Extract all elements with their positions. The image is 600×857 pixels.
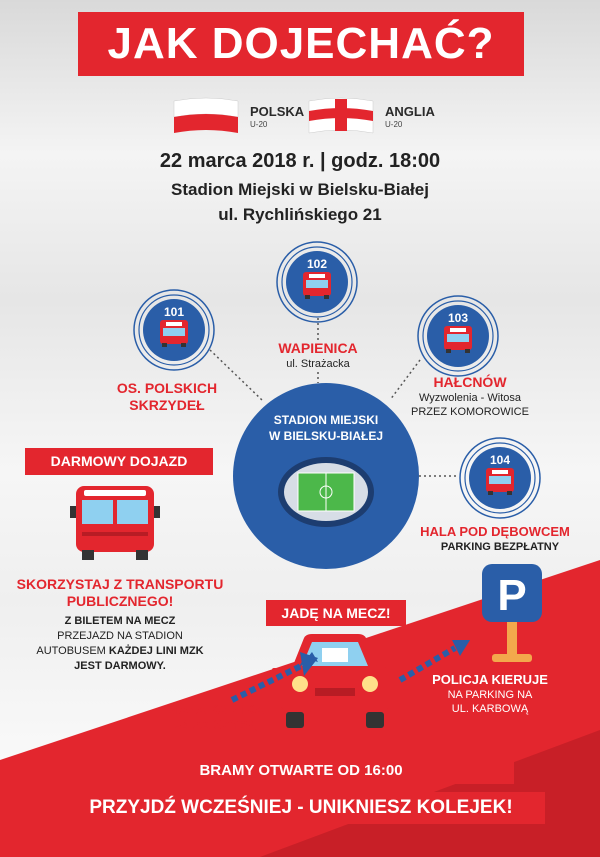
free-transport-info-line3b: KAŻDEJ LINI MZK bbox=[108, 645, 204, 657]
free-transport-info-line2: PRZEJAZD NA STADION bbox=[57, 630, 183, 642]
stop-hala-pod-debowcem: HALA POD DĘBOWCEM bbox=[420, 524, 570, 539]
team-name-anglia: ANGLIA bbox=[385, 104, 435, 119]
stop-wapienica-detail: ul. Strażacka bbox=[286, 358, 350, 370]
police-note-title: POLICJA KIERUJE bbox=[432, 672, 548, 687]
police-note-line1: NA PARKING NA bbox=[447, 689, 533, 701]
free-transport-info-line1: Z BILETEM NA MECZ bbox=[64, 615, 176, 627]
svg-text:104: 104 bbox=[489, 453, 511, 467]
free-transport-headline-line2: PUBLICZNEGO! bbox=[66, 593, 174, 609]
stop-halcnow: HAŁCNÓW bbox=[433, 374, 507, 390]
stop-halcnow-detail2: PRZEZ KOMOROWICE bbox=[411, 406, 529, 418]
free-transport-banner: DARMOWY DOJAZD bbox=[25, 448, 213, 475]
going-to-match-banner: JADĘ NA MECZ! bbox=[266, 600, 406, 626]
free-transport-info-line4: JEST DARMOWY. bbox=[74, 660, 166, 672]
event-date-time: 22 marca 2018 r. | godz. 18:00 bbox=[159, 150, 441, 172]
stadium-name-line2: W BIELSKU-BIAŁEJ bbox=[269, 429, 383, 443]
stop-parking-bezplatny: PARKING BEZPŁATNY bbox=[440, 541, 560, 553]
stadium-name-line1: STADION MIEJSKI bbox=[273, 413, 379, 427]
svg-text:103: 103 bbox=[447, 311, 469, 325]
stop-halcnow-detail: Wyzwolenia - Witosa bbox=[419, 392, 521, 404]
stop-os-polskich-line2: SKRZYDEŁ bbox=[129, 397, 205, 413]
team-name-polska: POLSKA bbox=[250, 104, 305, 119]
free-transport-info-line3a: AUTOBUSEM bbox=[36, 645, 109, 657]
team-sub-polska: U-20 bbox=[250, 120, 268, 129]
page-title: JAK DOJECHAĆ? bbox=[78, 12, 524, 76]
svg-text:101: 101 bbox=[163, 305, 185, 319]
team-sub-anglia: U-20 bbox=[385, 120, 403, 129]
come-early-banner: PRZYJDŹ WCZEŚNIEJ - UNIKNIESZ KOLEJEK! bbox=[57, 792, 545, 824]
svg-text:102: 102 bbox=[306, 257, 328, 271]
police-note-line2: UL. KARBOWĄ bbox=[451, 703, 529, 715]
stop-wapienica: WAPIENICA bbox=[278, 340, 358, 356]
svg-text:P: P bbox=[497, 571, 527, 620]
stop-os-polskich-line1: OS. POLSKICH bbox=[116, 380, 218, 396]
event-venue: Stadion Miejski w Bielsku-Białej bbox=[171, 180, 429, 199]
white-card-note-line2: A4 ZA SZYBĄ bbox=[172, 717, 258, 732]
gates-open-banner: BRAMY OTWARTE OD 16:00 bbox=[88, 758, 514, 784]
event-address: ul. Rychlińskiego 21 bbox=[218, 205, 382, 224]
free-transport-headline-line1: SKORZYSTAJ Z TRANSPORTU bbox=[16, 576, 224, 592]
white-card-note-line1: BIAŁA KARTKA bbox=[166, 702, 264, 717]
